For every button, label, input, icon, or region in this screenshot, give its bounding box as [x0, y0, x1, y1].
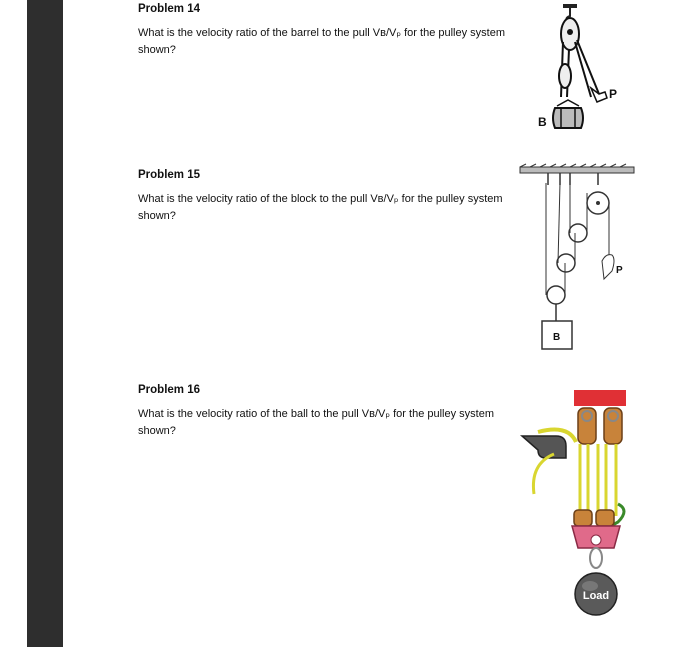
problem-14	[138, 3, 508, 59]
problem-16	[138, 384, 508, 440]
problem-question: What is the velocity ratio of the block to the pull Vʙ/Vₚ for the pulley system shown?	[138, 193, 503, 222]
problem-title: Problem 16	[138, 384, 200, 396]
pull-label-p: P	[609, 87, 618, 101]
load-pulley-figure	[518, 386, 648, 618]
pull-label-p: P	[616, 265, 623, 276]
problem-question: What is the velocity ratio of the ball to the pull Vʙ/Vₚ for the pulley system shown?	[138, 408, 494, 437]
barrel-label-b: B	[538, 115, 547, 129]
problem-title: Problem 15	[138, 169, 200, 181]
block-label-b: B	[553, 332, 561, 343]
barrel-pulley-figure	[525, 2, 635, 134]
problem-question: What is the velocity ratio of the barrel to the pull Vʙ/Vₚ for the pulley system shown?	[138, 27, 505, 56]
problem-title: Problem 14	[138, 3, 200, 15]
ceiling-mount	[574, 390, 626, 406]
left-margin-bar	[27, 0, 63, 647]
block-pulley-figure	[518, 163, 638, 353]
load-label: Load	[582, 590, 610, 602]
problem-15	[138, 169, 508, 225]
